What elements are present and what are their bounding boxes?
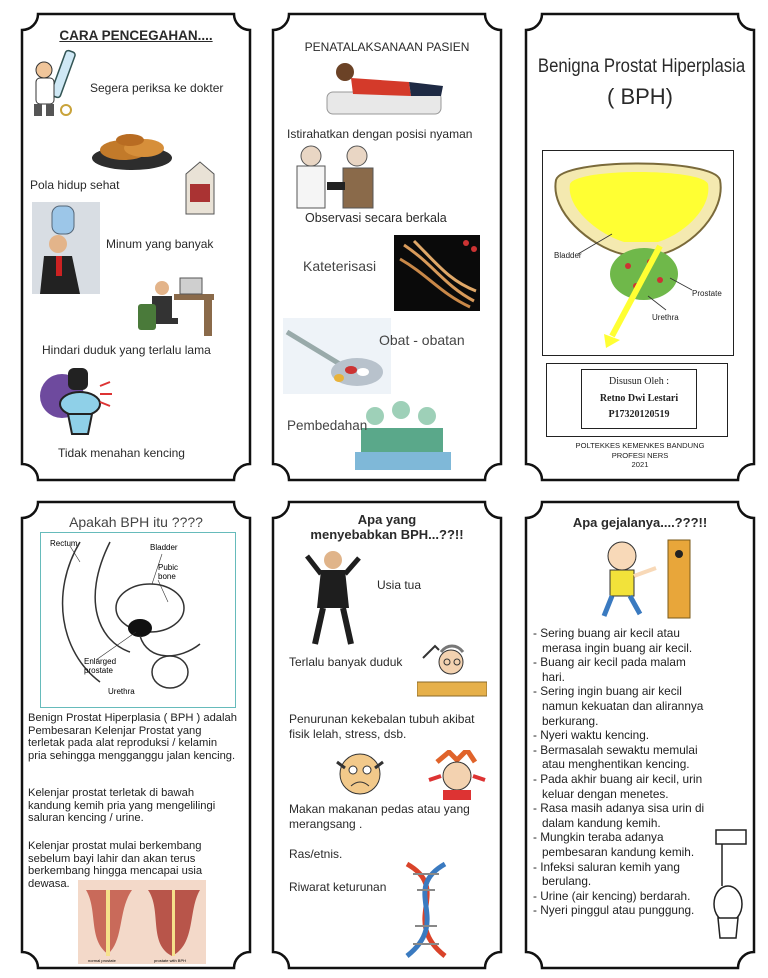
symptom-item: - Pada akhir buang air kecil, urin keluar dengan menetes. <box>533 771 703 801</box>
location-paragraph: Kelenjar prostat terletak di bawah kandung kemih pria yang mengelilingi saluran kencing / urine. <box>28 787 216 825</box>
institution-name: POLTEKKES KEMENKES BANDUNG <box>575 441 705 450</box>
toilet-line-icon <box>710 826 750 944</box>
cause-kekebalan: Penurunan kekebalan tubuh akibat fisik lelah, stress, dsb. <box>289 712 475 741</box>
author-heading: Disusun Oleh : <box>609 376 669 387</box>
item-hindari-duduk: Hindari duduk yang terlalu lama <box>42 343 211 357</box>
panel-penyebab <box>271 500 503 970</box>
label-urethra: Urethra <box>108 687 135 696</box>
toilet-icon <box>38 364 112 436</box>
milk-carton-icon <box>182 158 218 218</box>
label-rectum: Rectum <box>50 539 78 548</box>
item-tidak-menahan: Tidak menahan kencing <box>58 446 185 460</box>
catheter-icon <box>394 235 480 311</box>
institution-program: PROFESI NERS <box>611 450 669 460</box>
definition-paragraph: Benign Prostat Hiperplasia ( BPH ) adalah Pembesaran Kelenjar Prostat yang terletak pada alat reproduksi / kelamin pria sehingga mengganggu jalan kencing. <box>28 712 237 762</box>
prostate-comparison-image <box>78 880 206 964</box>
item-pola-hidup: Pola hidup sehat <box>30 178 120 192</box>
drinking-man-icon <box>32 202 100 294</box>
panel-title: Apa gejalanya....???!! <box>572 515 708 530</box>
item-observasi: Observasi secara berkala <box>305 211 447 225</box>
bladder-prostate-diagram <box>542 150 734 356</box>
symptom-item: - Sering buang air kecil atau merasa ingin buang air kecil. <box>533 626 693 655</box>
symptom-item: - Urine (air kencing) berdarah. <box>533 888 691 903</box>
panel-cover <box>524 12 756 482</box>
panel-title: CARA PENCEGAHAN.... <box>59 28 213 43</box>
symptom-item: - Nyeri waktu kencing. <box>533 728 650 743</box>
author-id: P17320120519 <box>608 409 670 420</box>
frustrated-face-icon <box>427 750 487 800</box>
cause-usia-tua: Usia tua <box>377 578 422 592</box>
blood-pressure-check-icon <box>289 142 381 210</box>
label-prostate: Prostate <box>692 289 722 298</box>
label-urethra: Urethra <box>652 313 679 322</box>
item-minum: Minum yang banyak <box>106 237 214 251</box>
symptom-item: - Nyeri pinggul atau punggung. <box>533 903 695 918</box>
panel-penatalaksanaan <box>271 12 503 482</box>
item-kateterisasi: Kateterisasi <box>303 258 377 274</box>
label-bone: bone <box>158 572 176 581</box>
panel-title-line1: Apa yang <box>357 512 417 527</box>
symptom-item: - Buang air kecil pada malam hari. <box>533 655 686 684</box>
old-man-icon <box>305 548 361 648</box>
label-pubic: Pubic <box>158 563 179 572</box>
desk-worker-icon <box>417 638 487 708</box>
doctor-syringe-icon <box>28 48 92 120</box>
panel-pencegahan <box>20 12 252 482</box>
growth-paragraph: Kelenjar prostat mulai berkembang sebelum bayi lahir dan akan terus berkembang hingga mencapai usia dewasa. <box>28 840 203 890</box>
label-prostate-with-bph: prostate with BPH <box>154 958 187 963</box>
urgent-boy-icon <box>584 538 694 620</box>
surgery-team-icon <box>355 400 451 472</box>
stressed-face-icon <box>331 748 389 800</box>
panel-gejala <box>524 500 756 970</box>
item-pembedahan: Pembedahan <box>287 418 368 433</box>
institution-year: 2021 <box>631 460 649 470</box>
item-obat: Obat - obatan <box>379 332 465 348</box>
anatomy-diagram <box>40 532 236 708</box>
symptom-item: - Rasa masih adanya sisa urin di dalam kandung kemih. <box>533 801 705 830</box>
author-name: Retno Dwi Lestari <box>599 393 679 404</box>
label-bladder: Bladder <box>150 543 178 552</box>
item-istirahat: Istirahatkan dengan posisi nyaman <box>287 127 473 141</box>
panel-apakah-bph <box>20 500 252 970</box>
institution-block <box>524 441 756 470</box>
panel-title: PENATALAKSANAAN PASIEN <box>304 40 470 54</box>
label-bladder: Bladder <box>554 251 582 260</box>
cover-title-line1: Benigna Prostat Hiperplasia <box>537 56 746 77</box>
panel-title: Apakah BPH itu ???? <box>69 514 203 530</box>
symptom-item: - Infeksi saluran kemih yang berulang. <box>533 859 680 889</box>
symptom-item: - Bermasalah sewaktu memulai atau menghentikan kencing. <box>533 742 698 772</box>
desk-computer-icon <box>134 274 216 340</box>
author-inner-box <box>581 369 697 429</box>
symptom-list <box>533 626 711 918</box>
dna-helix-icon <box>393 860 459 960</box>
cover-title-line2: ( BPH) <box>607 84 673 109</box>
cause-ras-etnis: Ras/etnis. <box>289 847 343 861</box>
medicine-spoon-icon <box>283 318 391 394</box>
cause-banyak-duduk: Terlalu banyak duduk <box>289 655 403 669</box>
resting-patient-icon <box>325 56 445 120</box>
label-normal-prostate: normal prostate <box>88 958 116 963</box>
food-plate-icon <box>90 126 174 172</box>
symptom-item: - Mungkin teraba adanya pembesaran kandung kemih. <box>533 830 695 859</box>
cause-keturunan: Riwarat keturunan <box>289 880 387 894</box>
label-prostate: prostate <box>84 666 113 675</box>
label-enlarged: Enlarged <box>84 657 117 666</box>
cause-makanan-pedas: Makan makanan pedas atau yang merangsang . <box>289 802 470 831</box>
panel-title-line2: menyebabkan BPH...??!! <box>310 527 464 542</box>
symptom-item: - Sering ingin buang air kecil namun kekuatan dan alirannya berkurang. <box>533 684 704 728</box>
item-periksa-dokter: Segera periksa ke dokter <box>90 81 224 95</box>
